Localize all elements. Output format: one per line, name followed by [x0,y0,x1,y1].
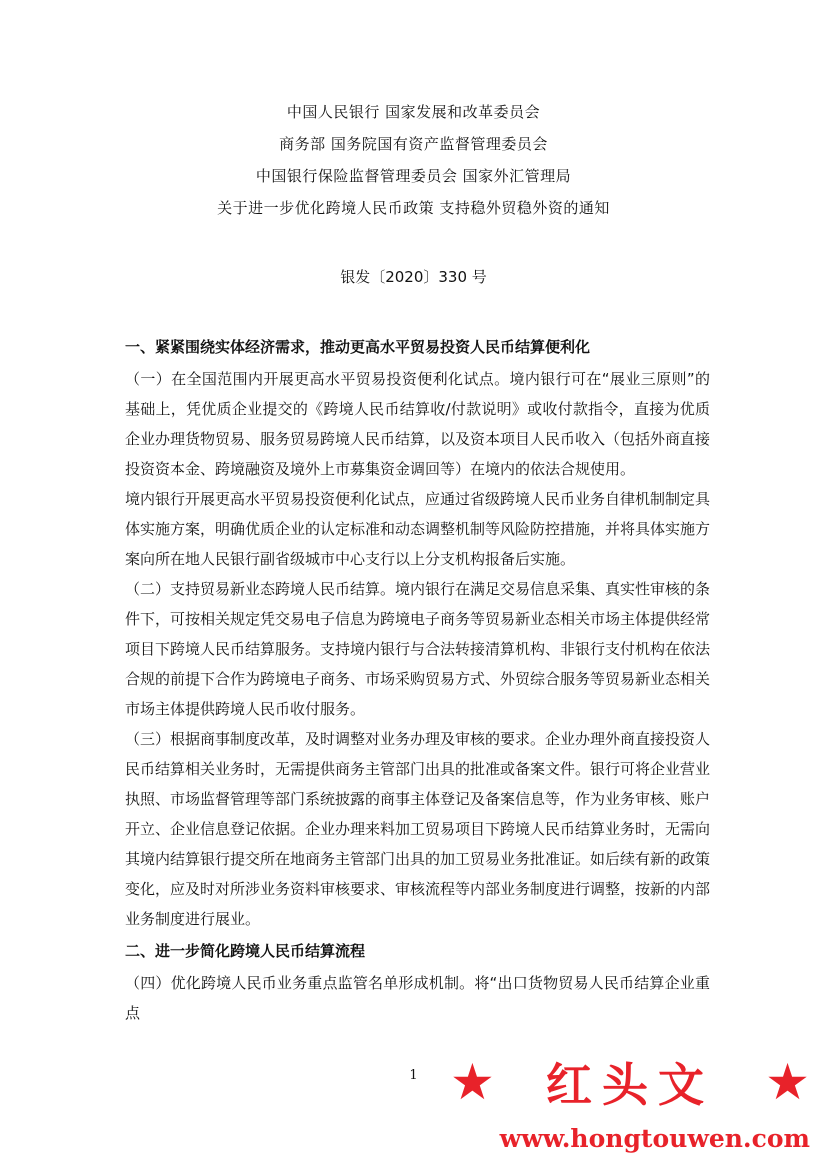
paragraph-5: （四）优化跨境人民币业务重点监管名单形成机制。将“出口货物贸易人民币结算企业重点 [125,974,710,1022]
paragraph-3: （二）支持贸易新业态跨境人民币结算。境内银行在满足交易信息采集、真实性审核的条件下，可按相关规定凭交易电子信息为跨境电子商务等贸易新业态相关市场主体提供经常项目下跨境人民币结算服务。支持境内银行与合法转接清算机构、非银行支付机构在依法合规的前提下合作为跨境电子商务、市场采购贸易方式、外贸综合服务等贸易新业态相关市场主体提供跨境人民币收付服务。 [125,580,711,718]
watermark-text: 红头文 [546,1058,714,1112]
issuer-line-3: 中国银行保险监督管理委员会 国家外汇管理局 [255,167,572,185]
page-number: 1 [409,1068,418,1083]
section-heading-1: 一、紧紧围绕实体经济需求，推动更高水平贸易投资人民币结算便利化 [125,338,591,356]
document-title: 关于进一步优化跨境人民币政策 支持稳外贸稳外资的通知 [217,199,610,217]
issuer-line-1: 中国人民银行 国家发展和改革委员会 [286,103,541,121]
document-body [125,330,710,1028]
paragraph-2: 境内银行开展更高水平贸易投资便利化试点，应通过省级跨境人民币业务自律机制制定具体实施方案，明确优质企业的认定标准和动态调整机制等风险防控措施，并将具体实施方案向所在地人民银行副省级城市中心支行以上分支机构报备后实施。 [125,490,711,568]
star-icon: ★ [765,1053,810,1111]
paragraph-4: （三）根据商事制度改革，及时调整对业务办理及审核的要求。企业办理外商直接投资人民币结算相关业务时，无需提供商务主管部门出具的批准或备案文件。银行可将企业营业执照、市场监督管理等部门系统披露的商事主体登记及备案信息等，作为业务审核、账户开立、企业信息登记依据。企业办理来料加工贸易项目下跨境人民币结算业务时，无需向其境内结算银行提交所在地商务主管部门出具的加工贸易业务批准证。如后续有新的政策变化，应及时对所涉业务资料审核要求、审核流程等内部业务制度进行调整，按新的内部业务制度进行展业。 [125,730,711,928]
document-header [0,96,827,224]
watermark-url: www.hongtouwen.com [499,1124,810,1153]
watermark-row [450,1048,810,1116]
paragraph-1: （一）在全国范围内开展更高水平贸易投资便利化试点。境内银行可在“展业三原则”的基础上，凭优质企业提交的《跨境人民币结算收/付款说明》或收付款指令，直接为优质企业办理货物贸易、服务贸易跨境人民币结算，以及资本项目人民币收入（包括外商直接投资资本金、跨境融资及境外上市募集资金调回等）在境内的依法合规使用。 [125,370,711,478]
issuer-line-2: 商务部 国务院国有资产监督管理委员会 [279,135,548,153]
star-icon: ★ [450,1053,495,1111]
document-number: 银发〔2020〕330 号 [340,268,487,286]
watermark-logo [450,1048,810,1166]
section-heading-2: 二、进一步简化跨境人民币结算流程 [125,942,366,960]
